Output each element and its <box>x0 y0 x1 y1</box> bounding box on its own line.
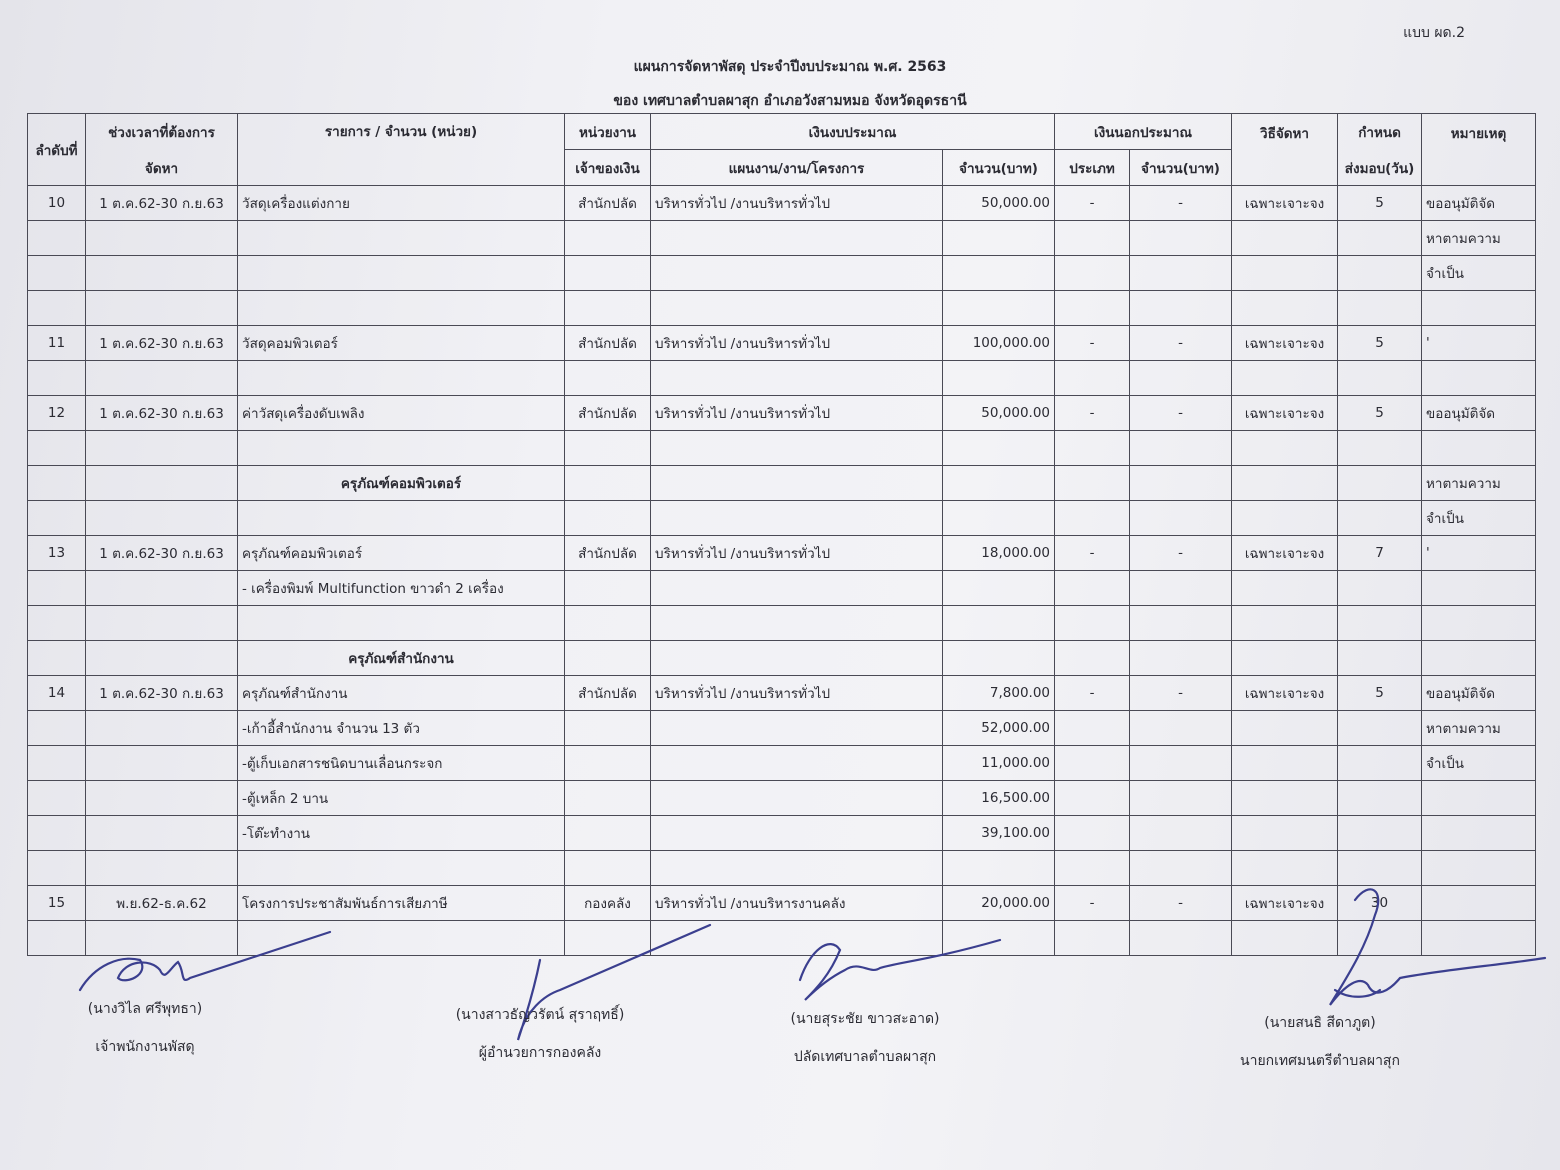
row-remark: หาตามความ <box>1422 711 1536 746</box>
row-number: 11 <box>28 326 86 361</box>
row-item: ครุภัณฑ์สำนักงาน <box>238 676 565 711</box>
signer-name: (นางวิไล ศรีพุทธา) <box>87 1001 203 1017</box>
row-delivery-days: 30 <box>1338 886 1422 921</box>
row-owner: สำนักปลัด <box>565 536 651 571</box>
row-remark: หาตามความ <box>1422 466 1536 501</box>
header-period-line2: จัดหา <box>144 160 179 177</box>
signer-position: เจ้าพนักงานพัสดุ <box>95 1039 195 1055</box>
row-amount: 18,000.00 <box>943 536 1055 571</box>
signature-block-2 <box>430 996 650 1072</box>
header-item: รายการ / จำนวน (หน่วย) <box>238 114 565 186</box>
row-method: เฉพาะเจาะจง <box>1232 536 1338 571</box>
row-item: วัสดุเครื่องแต่งกาย <box>238 186 565 221</box>
row-period: 1 ต.ค.62-30 ก.ย.63 <box>86 326 238 361</box>
row-number: 14 <box>28 676 86 711</box>
row-item: -โต๊ะทำงาน <box>238 816 565 851</box>
row-amount: 50,000.00 <box>943 186 1055 221</box>
row-item: - เครื่องพิมพ์ Multifunction ขาวดำ 2 เครื่อง <box>238 571 565 606</box>
signer-position: ผู้อำนวยการกองคลัง <box>478 1045 602 1061</box>
signer-position: ปลัดเทศบาลตำบลผาสุก <box>793 1049 937 1065</box>
row-off-amount: - <box>1130 396 1232 431</box>
header-no: ลำดับที่ <box>28 114 86 186</box>
row-off-amount: - <box>1130 886 1232 921</box>
row-amount: 16,500.00 <box>943 781 1055 816</box>
header-owner-line1: หน่วยงาน <box>565 114 651 150</box>
row-remark: จำเป็น <box>1422 256 1536 291</box>
row-owner: สำนักปลัด <box>565 396 651 431</box>
row-type: - <box>1055 536 1130 571</box>
row-delivery-days: 5 <box>1338 396 1422 431</box>
row-remark: ขออนุมัติจัด <box>1422 396 1536 431</box>
row-owner: กองคลัง <box>565 886 651 921</box>
row-amount: 7,800.00 <box>943 676 1055 711</box>
row-period: พ.ย.62-ธ.ค.62 <box>86 886 238 921</box>
row-amount: 100,000.00 <box>943 326 1055 361</box>
row-type: - <box>1055 676 1130 711</box>
row-method: เฉพาะเจาะจง <box>1232 886 1338 921</box>
row-method: เฉพาะเจาะจง <box>1232 676 1338 711</box>
row-item: -เก้าอี้สำนักงาน จำนวน 13 ตัว <box>238 711 565 746</box>
row-method: เฉพาะเจาะจง <box>1232 396 1338 431</box>
row-item: -ตู้เหล็ก 2 บาน <box>238 781 565 816</box>
signer-name: (นายสนธิ สีดาภูต) <box>1264 1015 1376 1031</box>
row-remark: หาตามความ <box>1422 221 1536 256</box>
row-plan: บริหารทั่วไป /งานบริหารทั่วไป <box>651 396 943 431</box>
header-budget: เงินงบประมาณ <box>651 114 1055 150</box>
row-type: - <box>1055 396 1130 431</box>
signature-block-4 <box>1210 1004 1430 1080</box>
row-item: ค่าวัสดุเครื่องดับเพลิง <box>238 396 565 431</box>
row-number: 12 <box>28 396 86 431</box>
signature-scribble-1 <box>80 932 330 990</box>
row-off-amount: - <box>1130 186 1232 221</box>
signer-position: นายกเทศมนตรีตำบลผาสุก <box>1240 1053 1400 1069</box>
row-method: เฉพาะเจาะจง <box>1232 186 1338 221</box>
header-amount: จำนวน(บาท) <box>943 150 1055 186</box>
row-plan: บริหารทั่วไป /งานบริหารทั่วไป <box>651 536 943 571</box>
row-plan: บริหารทั่วไป /งานบริหารงานคลัง <box>651 886 943 921</box>
row-delivery-days: 5 <box>1338 186 1422 221</box>
row-delivery-days: 5 <box>1338 326 1422 361</box>
row-item: วัสดุคอมพิวเตอร์ <box>238 326 565 361</box>
header-plan: แผนงาน/งาน/โครงการ <box>651 150 943 186</box>
row-plan: บริหารทั่วไป /งานบริหารทั่วไป <box>651 326 943 361</box>
signature-block-3 <box>760 1000 970 1076</box>
row-off-amount: - <box>1130 326 1232 361</box>
row-item: ครุภัณฑ์คอมพิวเตอร์ <box>238 536 565 571</box>
header-delivery-line2: ส่งมอบ(วัน) <box>1344 160 1415 177</box>
header-type: ประเภท <box>1055 150 1130 186</box>
row-remark: จำเป็น <box>1422 746 1536 781</box>
row-item: ครุภัณฑ์สำนักงาน <box>238 641 565 676</box>
row-plan: บริหารทั่วไป /งานบริหารทั่วไป <box>651 186 943 221</box>
row-number: 15 <box>28 886 86 921</box>
row-remark: จำเป็น <box>1422 501 1536 536</box>
row-amount: 20,000.00 <box>943 886 1055 921</box>
signer-name: (นายสุระชัย ขาวสะอาด) <box>790 1011 940 1027</box>
row-remark: ' <box>1422 536 1536 571</box>
row-owner: สำนักปลัด <box>565 326 651 361</box>
row-delivery-days: 5 <box>1338 676 1422 711</box>
row-remark: ' <box>1422 326 1536 361</box>
row-remark: ขออนุมัติจัด <box>1422 676 1536 711</box>
row-item: -ตู้เก็บเอกสารชนิดบานเลื่อนกระจก <box>238 746 565 781</box>
header-method: วิธีจัดหา <box>1232 114 1338 186</box>
row-off-amount: - <box>1130 536 1232 571</box>
signature-block-1 <box>45 990 245 1066</box>
row-type: - <box>1055 186 1130 221</box>
header-remark: หมายเหตุ <box>1422 114 1536 186</box>
row-period: 1 ต.ค.62-30 ก.ย.63 <box>86 676 238 711</box>
signature-scribble-4 <box>1330 889 1545 1005</box>
row-amount: 52,000.00 <box>943 711 1055 746</box>
row-owner: สำนักปลัด <box>565 676 651 711</box>
row-amount: 39,100.00 <box>943 816 1055 851</box>
document-subtitle: ของ เทศบาลตำบลผาสุก อำเภอวังสามหมอ จังหวัดอุดรธานี <box>613 93 967 109</box>
row-delivery-days: 7 <box>1338 536 1422 571</box>
signature-scribble-3 <box>800 940 1000 1000</box>
header-delivery-line1: กำหนด <box>1358 124 1401 141</box>
form-code: แบบ ผด.2 <box>1403 25 1465 41</box>
row-item: โครงการประชาสัมพันธ์การเสียภาษี <box>238 886 565 921</box>
row-item: ครุภัณฑ์คอมพิวเตอร์ <box>238 466 565 501</box>
row-method: เฉพาะเจาะจง <box>1232 326 1338 361</box>
row-type: - <box>1055 326 1130 361</box>
row-off-amount: - <box>1130 676 1232 711</box>
header-off-amount: จำนวน(บาท) <box>1130 150 1232 186</box>
header-owner-line2: เจ้าของเงิน <box>565 150 651 186</box>
row-amount: 50,000.00 <box>943 396 1055 431</box>
row-period: 1 ต.ค.62-30 ก.ย.63 <box>86 396 238 431</box>
header-period-line1: ช่วงเวลาที่ต้องการ <box>108 124 215 141</box>
row-plan: บริหารทั่วไป /งานบริหารทั่วไป <box>651 676 943 711</box>
row-number: 10 <box>28 186 86 221</box>
row-owner: สำนักปลัด <box>565 186 651 221</box>
row-amount: 11,000.00 <box>943 746 1055 781</box>
row-period: 1 ต.ค.62-30 ก.ย.63 <box>86 536 238 571</box>
row-number: 13 <box>28 536 86 571</box>
header-off-budget: เงินนอกประมาณ <box>1055 114 1232 150</box>
row-type: - <box>1055 886 1130 921</box>
row-period: 1 ต.ค.62-30 ก.ย.63 <box>86 186 238 221</box>
signer-name: (นางสาวธัญวรัตน์ สุราฤทธิ์) <box>455 1007 625 1023</box>
row-remark: ขออนุมัติจัด <box>1422 186 1536 221</box>
document-title: แผนการจัดหาพัสดุ ประจำปีงบประมาณ พ.ศ. 2563 <box>633 59 947 75</box>
